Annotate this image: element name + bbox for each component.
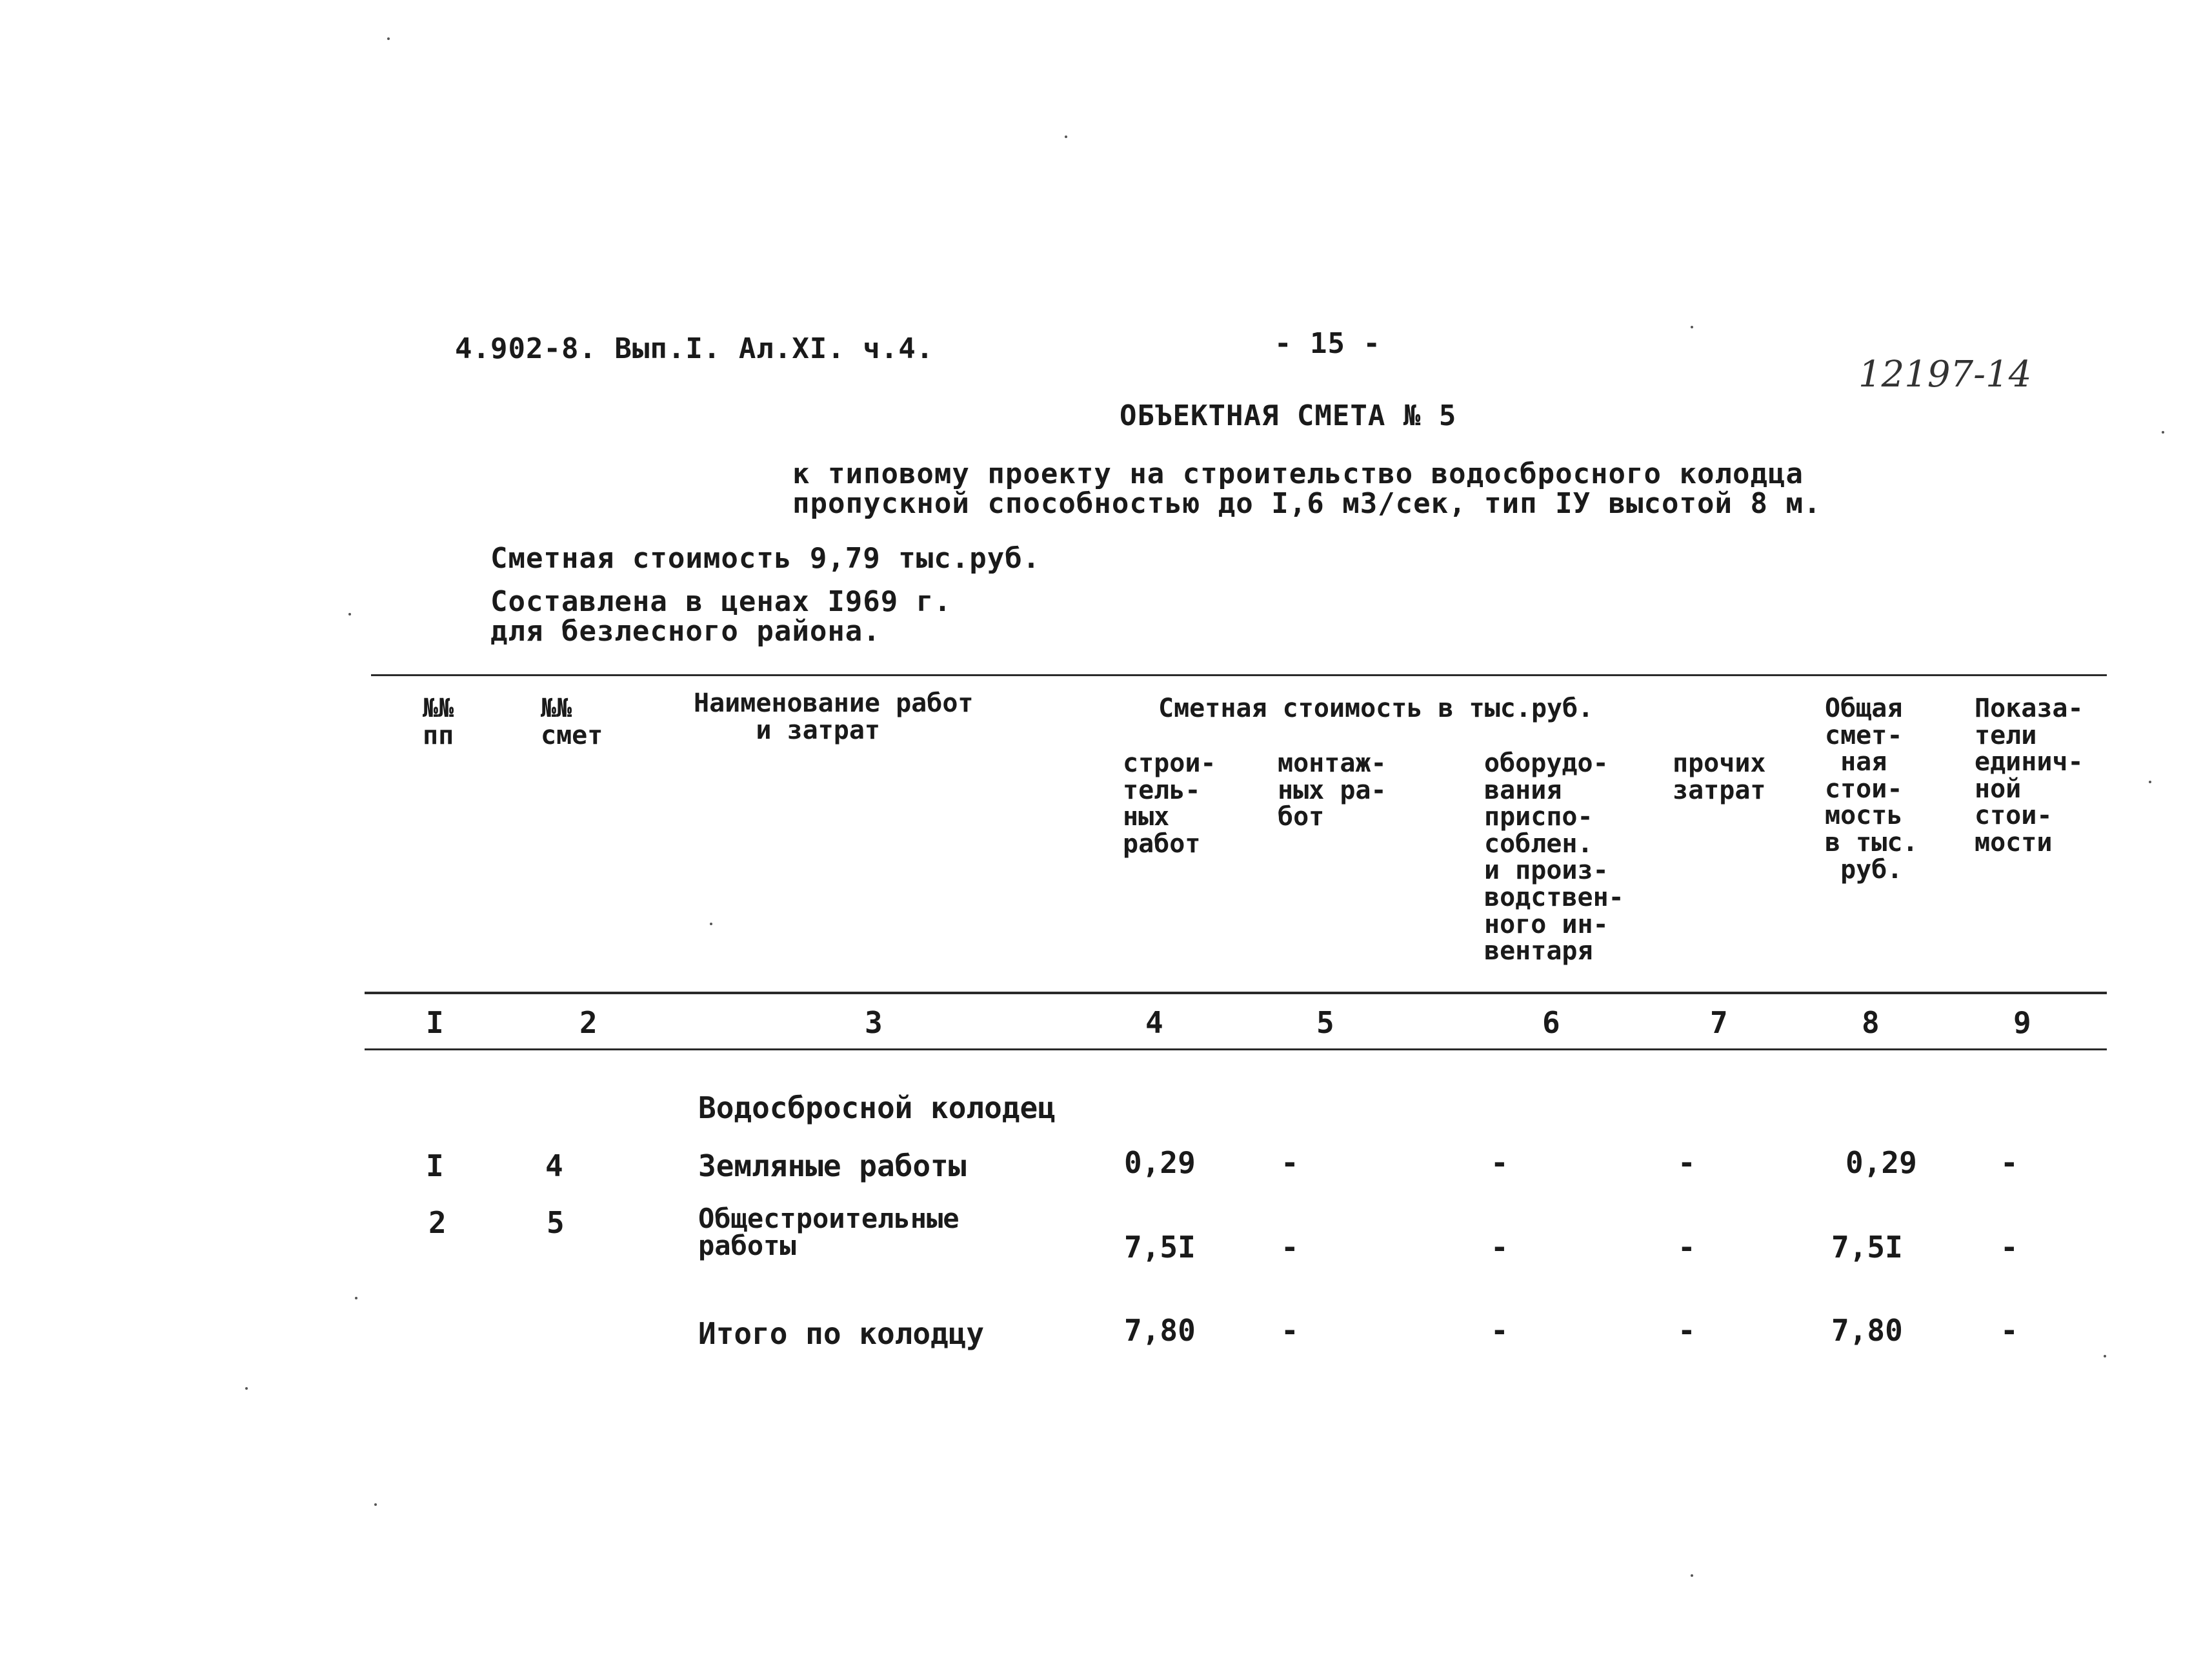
page-number: - 15 - xyxy=(1274,327,1381,360)
section-title: Водосбросной колодец xyxy=(698,1090,1056,1125)
header-col4: строи- тель- ных работ xyxy=(1123,748,1216,859)
document-code: 4.902-8. Вып.I. Ал.XI. ч.4. xyxy=(455,332,934,365)
table-row-1-number: I xyxy=(426,1148,444,1183)
scan-speck xyxy=(2149,781,2151,783)
column-number-8: 8 xyxy=(1862,1005,1880,1040)
header-col2: №№ смет xyxy=(541,694,603,750)
column-number-4: 4 xyxy=(1145,1005,1163,1040)
total-row-total: 7,80 xyxy=(1831,1313,1903,1348)
table-row-2-name: Общестроительные работы xyxy=(698,1203,960,1261)
compiled-prices: Составлена в ценах I969 г. xyxy=(490,585,952,618)
total-row-installation: - xyxy=(1281,1313,1299,1348)
total-row-other: - xyxy=(1678,1313,1696,1348)
table-top-rule xyxy=(371,674,2107,676)
header-col3: Наименование работ и затрат xyxy=(694,688,974,745)
compiled-region: для безлесного района. xyxy=(490,615,881,648)
table-row-1-unit-cost: - xyxy=(2000,1145,2018,1180)
column-number-3: 3 xyxy=(865,1005,883,1040)
table-row-2-construction: 7,5I xyxy=(1124,1230,1196,1265)
scan-speck xyxy=(1691,1574,1693,1577)
header-col8: Общая смет- ная стои- мость в тыс. руб. xyxy=(1825,694,1918,885)
estimate-title: ОБЪЕКТНАЯ СМЕТА № 5 xyxy=(1120,399,1457,432)
scan-speck xyxy=(2162,431,2164,434)
table-row-2-total: 7,5I xyxy=(1831,1230,1903,1265)
column-number-6: 6 xyxy=(1542,1005,1560,1040)
total-row-equipment: - xyxy=(1491,1313,1509,1348)
estimated-cost: Сметная стоимость 9,79 тыс.руб. xyxy=(490,542,1041,575)
column-number-7: 7 xyxy=(1710,1005,1728,1040)
header-col7: прочих затрат xyxy=(1673,748,1766,805)
scan-speck xyxy=(355,1297,357,1299)
table-row-1-installation: - xyxy=(1281,1145,1299,1180)
header-col9: Показа- тели единич- ной стои- мости xyxy=(1975,694,2084,857)
column-number-5: 5 xyxy=(1316,1005,1334,1040)
table-row-1-construction: 0,29 xyxy=(1124,1145,1196,1180)
table-row-1-estimate: 4 xyxy=(545,1148,563,1183)
table-row-2-number: 2 xyxy=(428,1205,447,1240)
column-number-1: I xyxy=(426,1005,444,1040)
table-row-2-equipment: - xyxy=(1491,1230,1509,1265)
scan-speck xyxy=(1065,135,1067,138)
total-row-name: Итого по колодцу xyxy=(698,1316,985,1351)
column-number-2: 2 xyxy=(579,1005,598,1040)
table-row-2-estimate: 5 xyxy=(547,1205,565,1240)
scan-speck xyxy=(245,1387,248,1390)
subtitle-line-2: пропускной способностью до I,6 м3/сек, тип IУ высотой 8 м. xyxy=(792,487,1822,520)
header-col5: монтаж- ных ра- бот xyxy=(1278,748,1387,832)
scan-speck xyxy=(710,923,712,925)
column-number-9: 9 xyxy=(2013,1005,2031,1040)
header-col1: №№ пп xyxy=(423,694,454,750)
scan-speck xyxy=(374,1503,377,1506)
scan-speck xyxy=(2104,1355,2106,1357)
table-row-2-unit-cost: - xyxy=(2000,1230,2018,1265)
table-row-1-other: - xyxy=(1678,1145,1696,1180)
total-row-unit-cost: - xyxy=(2000,1313,2018,1348)
header-col6: оборудо- вания приспо- соблен. и произ- водствен- ного ин- вентаря xyxy=(1484,748,1624,966)
table-column-numbers-rule xyxy=(365,1048,2107,1050)
total-row-construction: 7,80 xyxy=(1124,1313,1196,1348)
header-cost-group: Сметная стоимость в тыс.руб. xyxy=(1158,694,1594,723)
table-row-1-total: 0,29 xyxy=(1845,1145,1917,1180)
table-header-bottom-rule xyxy=(365,992,2107,994)
table-row-1-name: Земляные работы xyxy=(698,1148,967,1183)
table-row-2-installation: - xyxy=(1281,1230,1299,1265)
handwritten-archive-number: 12197-14 xyxy=(1858,354,2032,395)
table-row-1-equipment: - xyxy=(1491,1145,1509,1180)
table-row-2-other: - xyxy=(1678,1230,1696,1265)
subtitle-line-1: к типовому проекту на строительство водосбросного колодца xyxy=(792,457,1804,490)
scan-speck xyxy=(387,37,390,40)
scan-speck xyxy=(1691,326,1693,328)
scan-speck xyxy=(348,613,351,616)
